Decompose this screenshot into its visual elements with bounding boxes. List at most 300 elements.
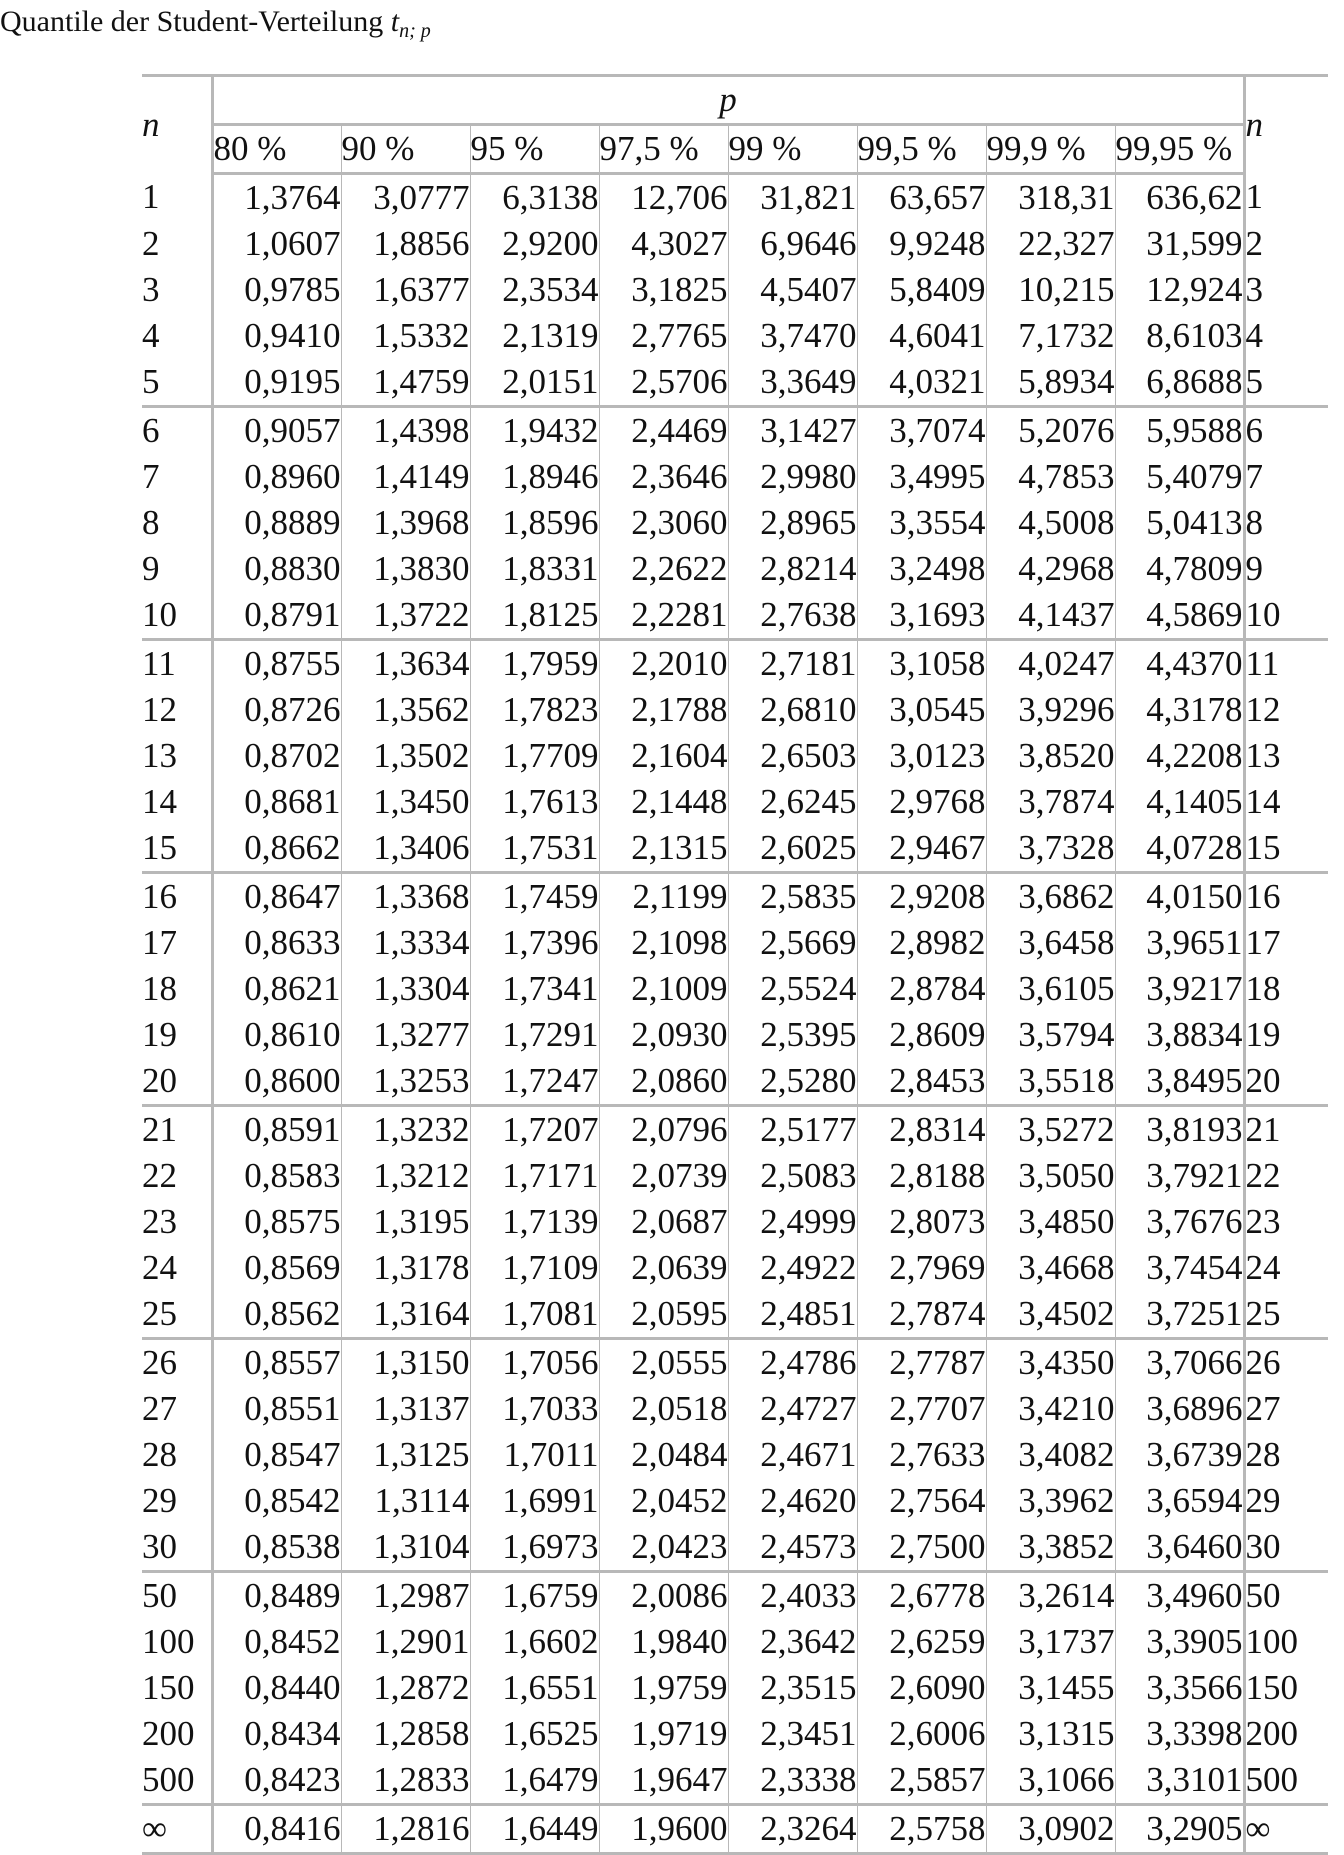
quantile-cell: 2,7181 (728, 640, 857, 688)
quantile-cell: 2,8453 (857, 1058, 986, 1106)
quantile-cell: 1,7823 (470, 687, 599, 733)
quantile-cell: 1,3634 (341, 640, 470, 688)
quantile-cell: 2,4922 (728, 1245, 857, 1291)
quantile-cell: 2,5706 (599, 359, 728, 407)
row-n-right: 200 (1244, 1711, 1328, 1757)
quantile-cell: 31,821 (728, 174, 857, 222)
row-n-left: 4 (142, 313, 212, 359)
row-n-right: 29 (1244, 1478, 1328, 1524)
quantile-cell: 2,7638 (728, 592, 857, 640)
row-n-right: 2 (1244, 221, 1328, 267)
quantile-cell: 2,7707 (857, 1386, 986, 1432)
row-n-left: 27 (142, 1386, 212, 1432)
quantile-table (142, 74, 1328, 1855)
quantile-cell: 1,4759 (341, 359, 470, 407)
quantile-cell: 3,8834 (1115, 1012, 1244, 1058)
caption-symbol: t (390, 5, 400, 38)
quantile-cell: 3,6460 (1115, 1524, 1244, 1572)
quantile-cell: 3,1427 (728, 407, 857, 455)
quantile-cell: 4,2968 (986, 546, 1115, 592)
quantile-cell: 0,8791 (212, 592, 341, 640)
quantile-cell: 1,3304 (341, 966, 470, 1012)
table-row (142, 1619, 1328, 1665)
row-n-left: 100 (142, 1619, 212, 1665)
row-n-left: 7 (142, 454, 212, 500)
quantile-cell: 3,1455 (986, 1665, 1115, 1711)
quantile-cell: 1,6551 (470, 1665, 599, 1711)
row-n-right: 27 (1244, 1386, 1328, 1432)
table-row (142, 1291, 1328, 1339)
quantile-cell: 2,1009 (599, 966, 728, 1012)
row-n-right: 500 (1244, 1757, 1328, 1805)
table-row (142, 1524, 1328, 1572)
row-n-left: 12 (142, 687, 212, 733)
row-n-right: 12 (1244, 687, 1328, 733)
quantile-cell: 1,2987 (341, 1572, 470, 1620)
quantile-cell: 2,3338 (728, 1757, 857, 1805)
quantile-cell: 5,0413 (1115, 500, 1244, 546)
quantile-cell: 4,0247 (986, 640, 1115, 688)
table-row (142, 174, 1328, 222)
quantile-cell: 3,1693 (857, 592, 986, 640)
caption-subscript: n; p (399, 20, 431, 42)
quantile-cell: 6,3138 (470, 174, 599, 222)
row-n-right: 100 (1244, 1619, 1328, 1665)
quantile-cell: 2,7500 (857, 1524, 986, 1572)
table-body (142, 174, 1328, 1854)
row-n-right: 19 (1244, 1012, 1328, 1058)
quantile-cell: 4,1405 (1115, 779, 1244, 825)
quantile-cell: 3,5272 (986, 1106, 1115, 1154)
quantile-cell: 1,3562 (341, 687, 470, 733)
quantile-cell: 1,5332 (341, 313, 470, 359)
quantile-cell: 3,4350 (986, 1339, 1115, 1387)
quantile-cell: 1,2901 (341, 1619, 470, 1665)
quantile-cell: 2,1604 (599, 733, 728, 779)
row-n-left: 25 (142, 1291, 212, 1339)
quantile-cell: 3,5050 (986, 1153, 1115, 1199)
row-n-left: 9 (142, 546, 212, 592)
table-row (142, 592, 1328, 640)
quantile-cell: 3,1058 (857, 640, 986, 688)
table-row (142, 1339, 1328, 1387)
row-n-right: 18 (1244, 966, 1328, 1012)
quantile-cell: 1,7396 (470, 920, 599, 966)
quantile-cell: 2,1315 (599, 825, 728, 873)
n-header-left: n (142, 76, 212, 174)
quantile-cell: 2,0518 (599, 1386, 728, 1432)
quantile-cell: 0,8489 (212, 1572, 341, 1620)
quantile-cell: 1,9759 (599, 1665, 728, 1711)
quantile-cell: 1,2816 (341, 1805, 470, 1854)
table-row (142, 1478, 1328, 1524)
table-row (142, 500, 1328, 546)
row-n-right: 14 (1244, 779, 1328, 825)
row-n-right: 6 (1244, 407, 1328, 455)
quantile-cell: 3,9296 (986, 687, 1115, 733)
quantile-cell: 1,0607 (212, 221, 341, 267)
n-header-right: n (1244, 76, 1328, 174)
table-row (142, 1432, 1328, 1478)
quantile-cell: 3,1825 (599, 267, 728, 313)
quantile-cell: 3,0123 (857, 733, 986, 779)
quantile-cell: 5,8409 (857, 267, 986, 313)
quantile-cell: 1,7011 (470, 1432, 599, 1478)
quantile-cell: 1,9432 (470, 407, 599, 455)
quantile-cell: 1,7139 (470, 1199, 599, 1245)
quantile-cell: 3,1066 (986, 1757, 1115, 1805)
quantile-cell: 0,8889 (212, 500, 341, 546)
quantile-cell: 3,4210 (986, 1386, 1115, 1432)
quantile-cell: 1,7613 (470, 779, 599, 825)
quantile-cell: 2,7633 (857, 1432, 986, 1478)
quantile-cell: 2,8784 (857, 966, 986, 1012)
row-n-right: 3 (1244, 267, 1328, 313)
quantile-cell: 1,3277 (341, 1012, 470, 1058)
row-n-left: 13 (142, 733, 212, 779)
quantile-cell: 1,3114 (341, 1478, 470, 1524)
quantile-cell: 2,6245 (728, 779, 857, 825)
quantile-cell: 1,7171 (470, 1153, 599, 1199)
quantile-cell: 0,8662 (212, 825, 341, 873)
row-n-left: 17 (142, 920, 212, 966)
quantile-cell: 12,706 (599, 174, 728, 222)
quantile-cell: 3,7676 (1115, 1199, 1244, 1245)
quantile-cell: 0,8647 (212, 873, 341, 921)
quantile-cell: 3,4960 (1115, 1572, 1244, 1620)
quantile-cell: 0,8569 (212, 1245, 341, 1291)
percent-header: 90 % (341, 125, 470, 174)
quantile-cell: 2,0151 (470, 359, 599, 407)
quantile-cell: 0,8562 (212, 1291, 341, 1339)
quantile-cell: 2,8965 (728, 500, 857, 546)
quantile-cell: 7,1732 (986, 313, 1115, 359)
table-row (142, 359, 1328, 407)
table-row (142, 1106, 1328, 1154)
quantile-cell: 1,7291 (470, 1012, 599, 1058)
quantile-cell: 2,3451 (728, 1711, 857, 1757)
quantile-cell: 1,7959 (470, 640, 599, 688)
quantile-cell: 318,31 (986, 174, 1115, 222)
row-n-right: 4 (1244, 313, 1328, 359)
quantile-cell: 2,1788 (599, 687, 728, 733)
table-row (142, 1058, 1328, 1106)
row-n-left: 500 (142, 1757, 212, 1805)
quantile-cell: 0,8681 (212, 779, 341, 825)
quantile-cell: 2,5395 (728, 1012, 857, 1058)
row-n-right: 21 (1244, 1106, 1328, 1154)
row-n-right: 24 (1244, 1245, 1328, 1291)
table-row (142, 640, 1328, 688)
quantile-cell: 1,7531 (470, 825, 599, 873)
percent-header: 80 % (212, 125, 341, 174)
row-n-right: 28 (1244, 1432, 1328, 1478)
quantile-cell: 1,2858 (341, 1711, 470, 1757)
quantile-cell: 2,1319 (470, 313, 599, 359)
quantile-cell: 4,0321 (857, 359, 986, 407)
quantile-cell: 2,0639 (599, 1245, 728, 1291)
quantile-cell: 2,9208 (857, 873, 986, 921)
row-n-left: 22 (142, 1153, 212, 1199)
percent-header: 99,5 % (857, 125, 986, 174)
quantile-cell: 1,8596 (470, 500, 599, 546)
row-n-right: 20 (1244, 1058, 1328, 1106)
quantile-cell: 5,4079 (1115, 454, 1244, 500)
table-row (142, 1665, 1328, 1711)
row-n-right: 16 (1244, 873, 1328, 921)
quantile-cell: 2,8214 (728, 546, 857, 592)
row-n-right: ∞ (1244, 1805, 1328, 1854)
header-row-percent (142, 125, 1328, 174)
row-n-left: 1 (142, 174, 212, 222)
quantile-cell: 2,3515 (728, 1665, 857, 1711)
quantile-cell: 3,2905 (1115, 1805, 1244, 1854)
quantile-cell: 0,8423 (212, 1757, 341, 1805)
quantile-cell: 3,8193 (1115, 1106, 1244, 1154)
row-n-right: 5 (1244, 359, 1328, 407)
quantile-cell: 1,6759 (470, 1572, 599, 1620)
quantile-cell: 2,5758 (857, 1805, 986, 1854)
quantile-cell: 2,6025 (728, 825, 857, 873)
quantile-cell: 2,4033 (728, 1572, 857, 1620)
quantile-cell: 0,8726 (212, 687, 341, 733)
quantile-cell: 2,9768 (857, 779, 986, 825)
quantile-cell: 1,6602 (470, 1619, 599, 1665)
quantile-cell: 4,5008 (986, 500, 1115, 546)
row-n-left: 21 (142, 1106, 212, 1154)
quantile-cell: 4,3178 (1115, 687, 1244, 733)
quantile-cell: 1,7709 (470, 733, 599, 779)
quantile-cell: 1,7109 (470, 1245, 599, 1291)
quantile-cell: 3,3398 (1115, 1711, 1244, 1757)
quantile-cell: 3,1737 (986, 1619, 1115, 1665)
quantile-cell: 3,6739 (1115, 1432, 1244, 1478)
quantile-cell: 1,3406 (341, 825, 470, 873)
quantile-cell: 0,8633 (212, 920, 341, 966)
table-row (142, 687, 1328, 733)
quantile-cell: 2,8314 (857, 1106, 986, 1154)
table-row (142, 1245, 1328, 1291)
table-row (142, 920, 1328, 966)
table-row (142, 1711, 1328, 1757)
quantile-cell: 1,3368 (341, 873, 470, 921)
row-n-left: 50 (142, 1572, 212, 1620)
table-row (142, 267, 1328, 313)
quantile-cell: 0,8452 (212, 1619, 341, 1665)
quantile-cell: 2,0595 (599, 1291, 728, 1339)
quantile-cell: 1,4149 (341, 454, 470, 500)
row-n-left: 3 (142, 267, 212, 313)
row-n-right: 26 (1244, 1339, 1328, 1387)
quantile-cell: 2,9200 (470, 221, 599, 267)
quantile-cell: 3,6862 (986, 873, 1115, 921)
quantile-cell: 1,9647 (599, 1757, 728, 1805)
quantile-cell: 8,6103 (1115, 313, 1244, 359)
quantile-cell: 3,7066 (1115, 1339, 1244, 1387)
quantile-cell: 4,5869 (1115, 592, 1244, 640)
row-n-left: 200 (142, 1711, 212, 1757)
quantile-cell: 2,8188 (857, 1153, 986, 1199)
row-n-right: 23 (1244, 1199, 1328, 1245)
quantile-cell: 1,3104 (341, 1524, 470, 1572)
quantile-cell: 2,9980 (728, 454, 857, 500)
quantile-cell: 3,5794 (986, 1012, 1115, 1058)
row-n-right: 10 (1244, 592, 1328, 640)
quantile-cell: 1,7033 (470, 1386, 599, 1432)
quantile-cell: 3,4995 (857, 454, 986, 500)
quantile-cell: 0,8547 (212, 1432, 341, 1478)
quantile-cell: 1,3195 (341, 1199, 470, 1245)
quantile-cell: 1,3450 (341, 779, 470, 825)
row-n-right: 13 (1244, 733, 1328, 779)
quantile-cell: 2,0555 (599, 1339, 728, 1387)
quantile-cell: 3,3101 (1115, 1757, 1244, 1805)
quantile-cell: 1,8946 (470, 454, 599, 500)
percent-header: 99,95 % (1115, 125, 1244, 174)
row-n-right: 9 (1244, 546, 1328, 592)
caption-text: Quantile der Student-Verteilung (0, 5, 391, 38)
quantile-cell: 2,2010 (599, 640, 728, 688)
quantile-cell: 2,5669 (728, 920, 857, 966)
table-row (142, 825, 1328, 873)
quantile-cell: 1,6991 (470, 1478, 599, 1524)
quantile-cell: 10,215 (986, 267, 1115, 313)
row-n-left: 26 (142, 1339, 212, 1387)
quantile-cell: 5,8934 (986, 359, 1115, 407)
quantile-cell: 9,9248 (857, 221, 986, 267)
quantile-cell: 63,657 (857, 174, 986, 222)
row-n-left: ∞ (142, 1805, 212, 1854)
quantile-cell: 4,6041 (857, 313, 986, 359)
quantile-cell: 2,0687 (599, 1199, 728, 1245)
quantile-cell: 12,924 (1115, 267, 1244, 313)
quantile-cell: 3,6105 (986, 966, 1115, 1012)
quantile-cell: 2,4786 (728, 1339, 857, 1387)
quantile-cell: 2,0423 (599, 1524, 728, 1572)
table-row (142, 1757, 1328, 1805)
table-row (142, 873, 1328, 921)
quantile-cell: 2,4671 (728, 1432, 857, 1478)
quantile-cell: 1,2872 (341, 1665, 470, 1711)
quantile-cell: 0,8702 (212, 733, 341, 779)
quantile-cell: 0,9195 (212, 359, 341, 407)
quantile-cell: 1,3253 (341, 1058, 470, 1106)
quantile-cell: 1,7341 (470, 966, 599, 1012)
quantile-cell: 1,9600 (599, 1805, 728, 1854)
quantile-cell: 3,7454 (1115, 1245, 1244, 1291)
header-row-top (142, 76, 1328, 125)
row-n-left: 150 (142, 1665, 212, 1711)
quantile-cell: 1,3150 (341, 1339, 470, 1387)
quantile-cell: 2,3534 (470, 267, 599, 313)
row-n-right: 25 (1244, 1291, 1328, 1339)
quantile-cell: 2,5177 (728, 1106, 857, 1154)
quantile-cell: 2,3060 (599, 500, 728, 546)
quantile-cell: 4,5407 (728, 267, 857, 313)
quantile-cell: 1,3164 (341, 1291, 470, 1339)
quantile-cell: 2,5083 (728, 1153, 857, 1199)
row-n-left: 28 (142, 1432, 212, 1478)
table-row (142, 1572, 1328, 1620)
row-n-right: 11 (1244, 640, 1328, 688)
quantile-cell: 1,7247 (470, 1058, 599, 1106)
quantile-cell: 3,2614 (986, 1572, 1115, 1620)
quantile-cell: 2,3264 (728, 1805, 857, 1854)
quantile-cell: 2,0086 (599, 1572, 728, 1620)
quantile-cell: 3,4502 (986, 1291, 1115, 1339)
row-n-left: 10 (142, 592, 212, 640)
row-n-left: 18 (142, 966, 212, 1012)
quantile-cell: 3,4668 (986, 1245, 1115, 1291)
quantile-cell: 0,8591 (212, 1106, 341, 1154)
row-n-left: 11 (142, 640, 212, 688)
row-n-left: 8 (142, 500, 212, 546)
table-row (142, 779, 1328, 825)
quantile-cell: 1,3178 (341, 1245, 470, 1291)
quantile-cell: 1,6525 (470, 1711, 599, 1757)
quantile-cell: 3,6594 (1115, 1478, 1244, 1524)
table-row (142, 546, 1328, 592)
quantile-cell: 2,8609 (857, 1012, 986, 1058)
quantile-cell: 1,6377 (341, 267, 470, 313)
quantile-cell: 0,9410 (212, 313, 341, 359)
quantile-cell: 1,9719 (599, 1711, 728, 1757)
quantile-cell: 2,4999 (728, 1199, 857, 1245)
quantile-cell: 3,1315 (986, 1711, 1115, 1757)
quantile-cell: 3,4082 (986, 1432, 1115, 1478)
quantile-cell: 2,9467 (857, 825, 986, 873)
quantile-cell: 1,9840 (599, 1619, 728, 1665)
quantile-cell: 2,4573 (728, 1524, 857, 1572)
table-caption (0, 0, 431, 53)
quantile-cell: 22,327 (986, 221, 1115, 267)
quantile-cell: 3,7874 (986, 779, 1115, 825)
row-n-right: 22 (1244, 1153, 1328, 1199)
quantile-cell: 0,8575 (212, 1199, 341, 1245)
quantile-cell: 2,7787 (857, 1339, 986, 1387)
quantile-cell: 3,6458 (986, 920, 1115, 966)
quantile-cell: 1,2833 (341, 1757, 470, 1805)
row-n-left: 29 (142, 1478, 212, 1524)
quantile-cell: 6,8688 (1115, 359, 1244, 407)
quantile-cell: 3,5518 (986, 1058, 1115, 1106)
quantile-cell: 1,7207 (470, 1106, 599, 1154)
row-n-right: 1 (1244, 174, 1328, 222)
quantile-cell: 5,2076 (986, 407, 1115, 455)
quantile-cell: 3,6896 (1115, 1386, 1244, 1432)
row-n-left: 16 (142, 873, 212, 921)
quantile-cell: 1,4398 (341, 407, 470, 455)
quantile-cell: 3,7470 (728, 313, 857, 359)
quantile-cell: 4,2208 (1115, 733, 1244, 779)
percent-header: 97,5 % (599, 125, 728, 174)
quantile-cell: 1,3830 (341, 546, 470, 592)
quantile-cell: 1,3125 (341, 1432, 470, 1478)
quantile-cell: 4,0150 (1115, 873, 1244, 921)
quantile-cell: 3,2498 (857, 546, 986, 592)
quantile-cell: 2,7564 (857, 1478, 986, 1524)
quantile-cell: 3,7921 (1115, 1153, 1244, 1199)
quantile-cell: 1,8856 (341, 221, 470, 267)
quantile-cell: 3,0545 (857, 687, 986, 733)
quantile-cell: 0,8600 (212, 1058, 341, 1106)
quantile-cell: 4,1437 (986, 592, 1115, 640)
row-n-left: 30 (142, 1524, 212, 1572)
quantile-cell: 2,5857 (857, 1757, 986, 1805)
quantile-cell: 6,9646 (728, 221, 857, 267)
quantile-cell: 31,599 (1115, 221, 1244, 267)
quantile-cell: 1,8125 (470, 592, 599, 640)
